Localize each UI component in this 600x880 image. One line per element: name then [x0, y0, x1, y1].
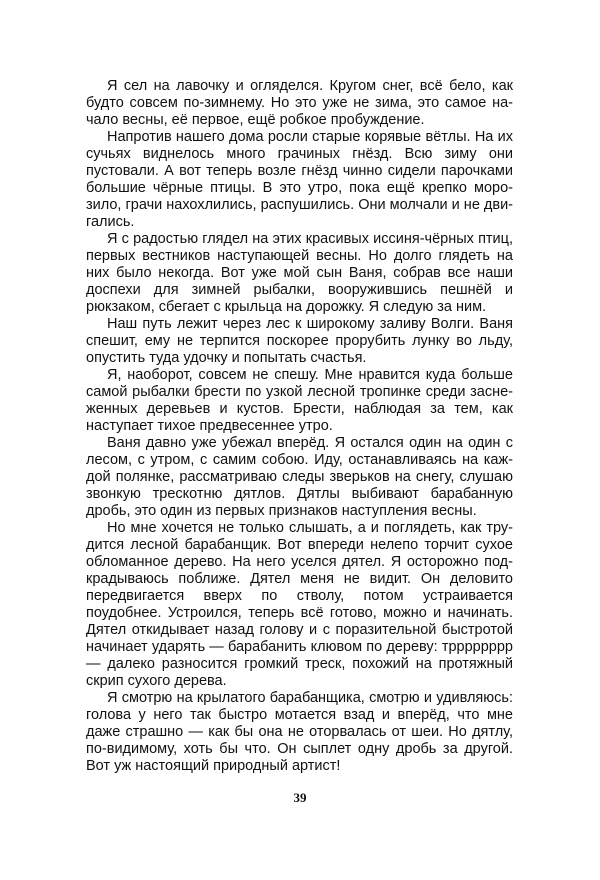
page-text: [86, 78, 513, 775]
page-number: 39: [293, 790, 307, 805]
paragraph: Я с радостью глядел на этих красивых иссиня-чёрных птиц, первых вестников наступающей весны. Но долго глядеть на них было некогда. Вот уже мой сын Ваня, собрав все наши доспехи для зимней рыбалки, вооружившись пешнёй и рюкзаком, сбегает с крыльца на дорожку. Я следую за ним.: [86, 231, 513, 315]
paragraph: Напротив нашего дома росли старые корявые вётлы. На их сучьях виднелось много грачиных гнёзд. Всю зиму они пустовали. А вот теперь возле гнёзд чинно сидели парочками большие чёрные птицы. В это утро, пока ещё крепко морозило, грачи нахохлились, распушились. Они молчали и не двигались.: [86, 129, 514, 230]
paragraph: Но мне хочется не только слышать, а и поглядеть, как трудится лесной барабанщик. Вот впереди нелепо торчит сухое обломанное дерево. На него уселся дятел. Я осторожно подкрадываюсь поближе. Дятел меня не видит. Он деловито передвигается вверх по стволу, потом устраивается поудобнее. Устроился, теперь всё готово, можно и начинать. Дятел откидывает назад голову и с поразительной быстротой начинает ударять — барабанить клювом по дереву: трррррррр — далеко разносится громкий треск, похожий на протяжный скрип сухого дерева.: [86, 520, 513, 689]
paragraph: Я сел на лавочку и огляделся. Кругом снег, всё бело, как будто совсем по-зимнему. Но это уже не зима, это самое начало весны, её первое, ещё робкое пробуждение.: [86, 78, 513, 128]
paragraph: Я смотрю на крылатого барабанщика, смотрю и удивляюсь: голова у него так быстро мотается взад и вперёд, что мне даже страшно — как бы она не оторвалась от шеи. Но дятлу, по-видимому, хоть бы что. Он сыплет одну дробь за другой. Вот уж настоящий природный артист!: [86, 690, 513, 774]
paragraph: Ваня давно уже убежал вперёд. Я остался один на один с лесом, с утром, с самим собою. Иду, останавливаясь на каждой полянке, рассматриваю следы зверьков на снегу, слушаю звонкую трескотню дятлов. Дятлы выбивают барабанную дробь, это один из первых признаков наступления весны.: [86, 435, 513, 519]
paragraph: Я, наоборот, совсем не спешу. Мне нравится куда больше самой рыбалки брести по узкой лесной тропинке среди заснеженных деревьев и кустов. Брести, наблюдая за тем, как наступает тихое предвесеннее утро.: [86, 367, 513, 434]
paragraph: Наш путь лежит через лес к широкому заливу Волги. Ваня спешит, ему не терпится поскорее прорубить лунку во льду, опустить туда удочку и попытать счастья.: [86, 316, 513, 366]
